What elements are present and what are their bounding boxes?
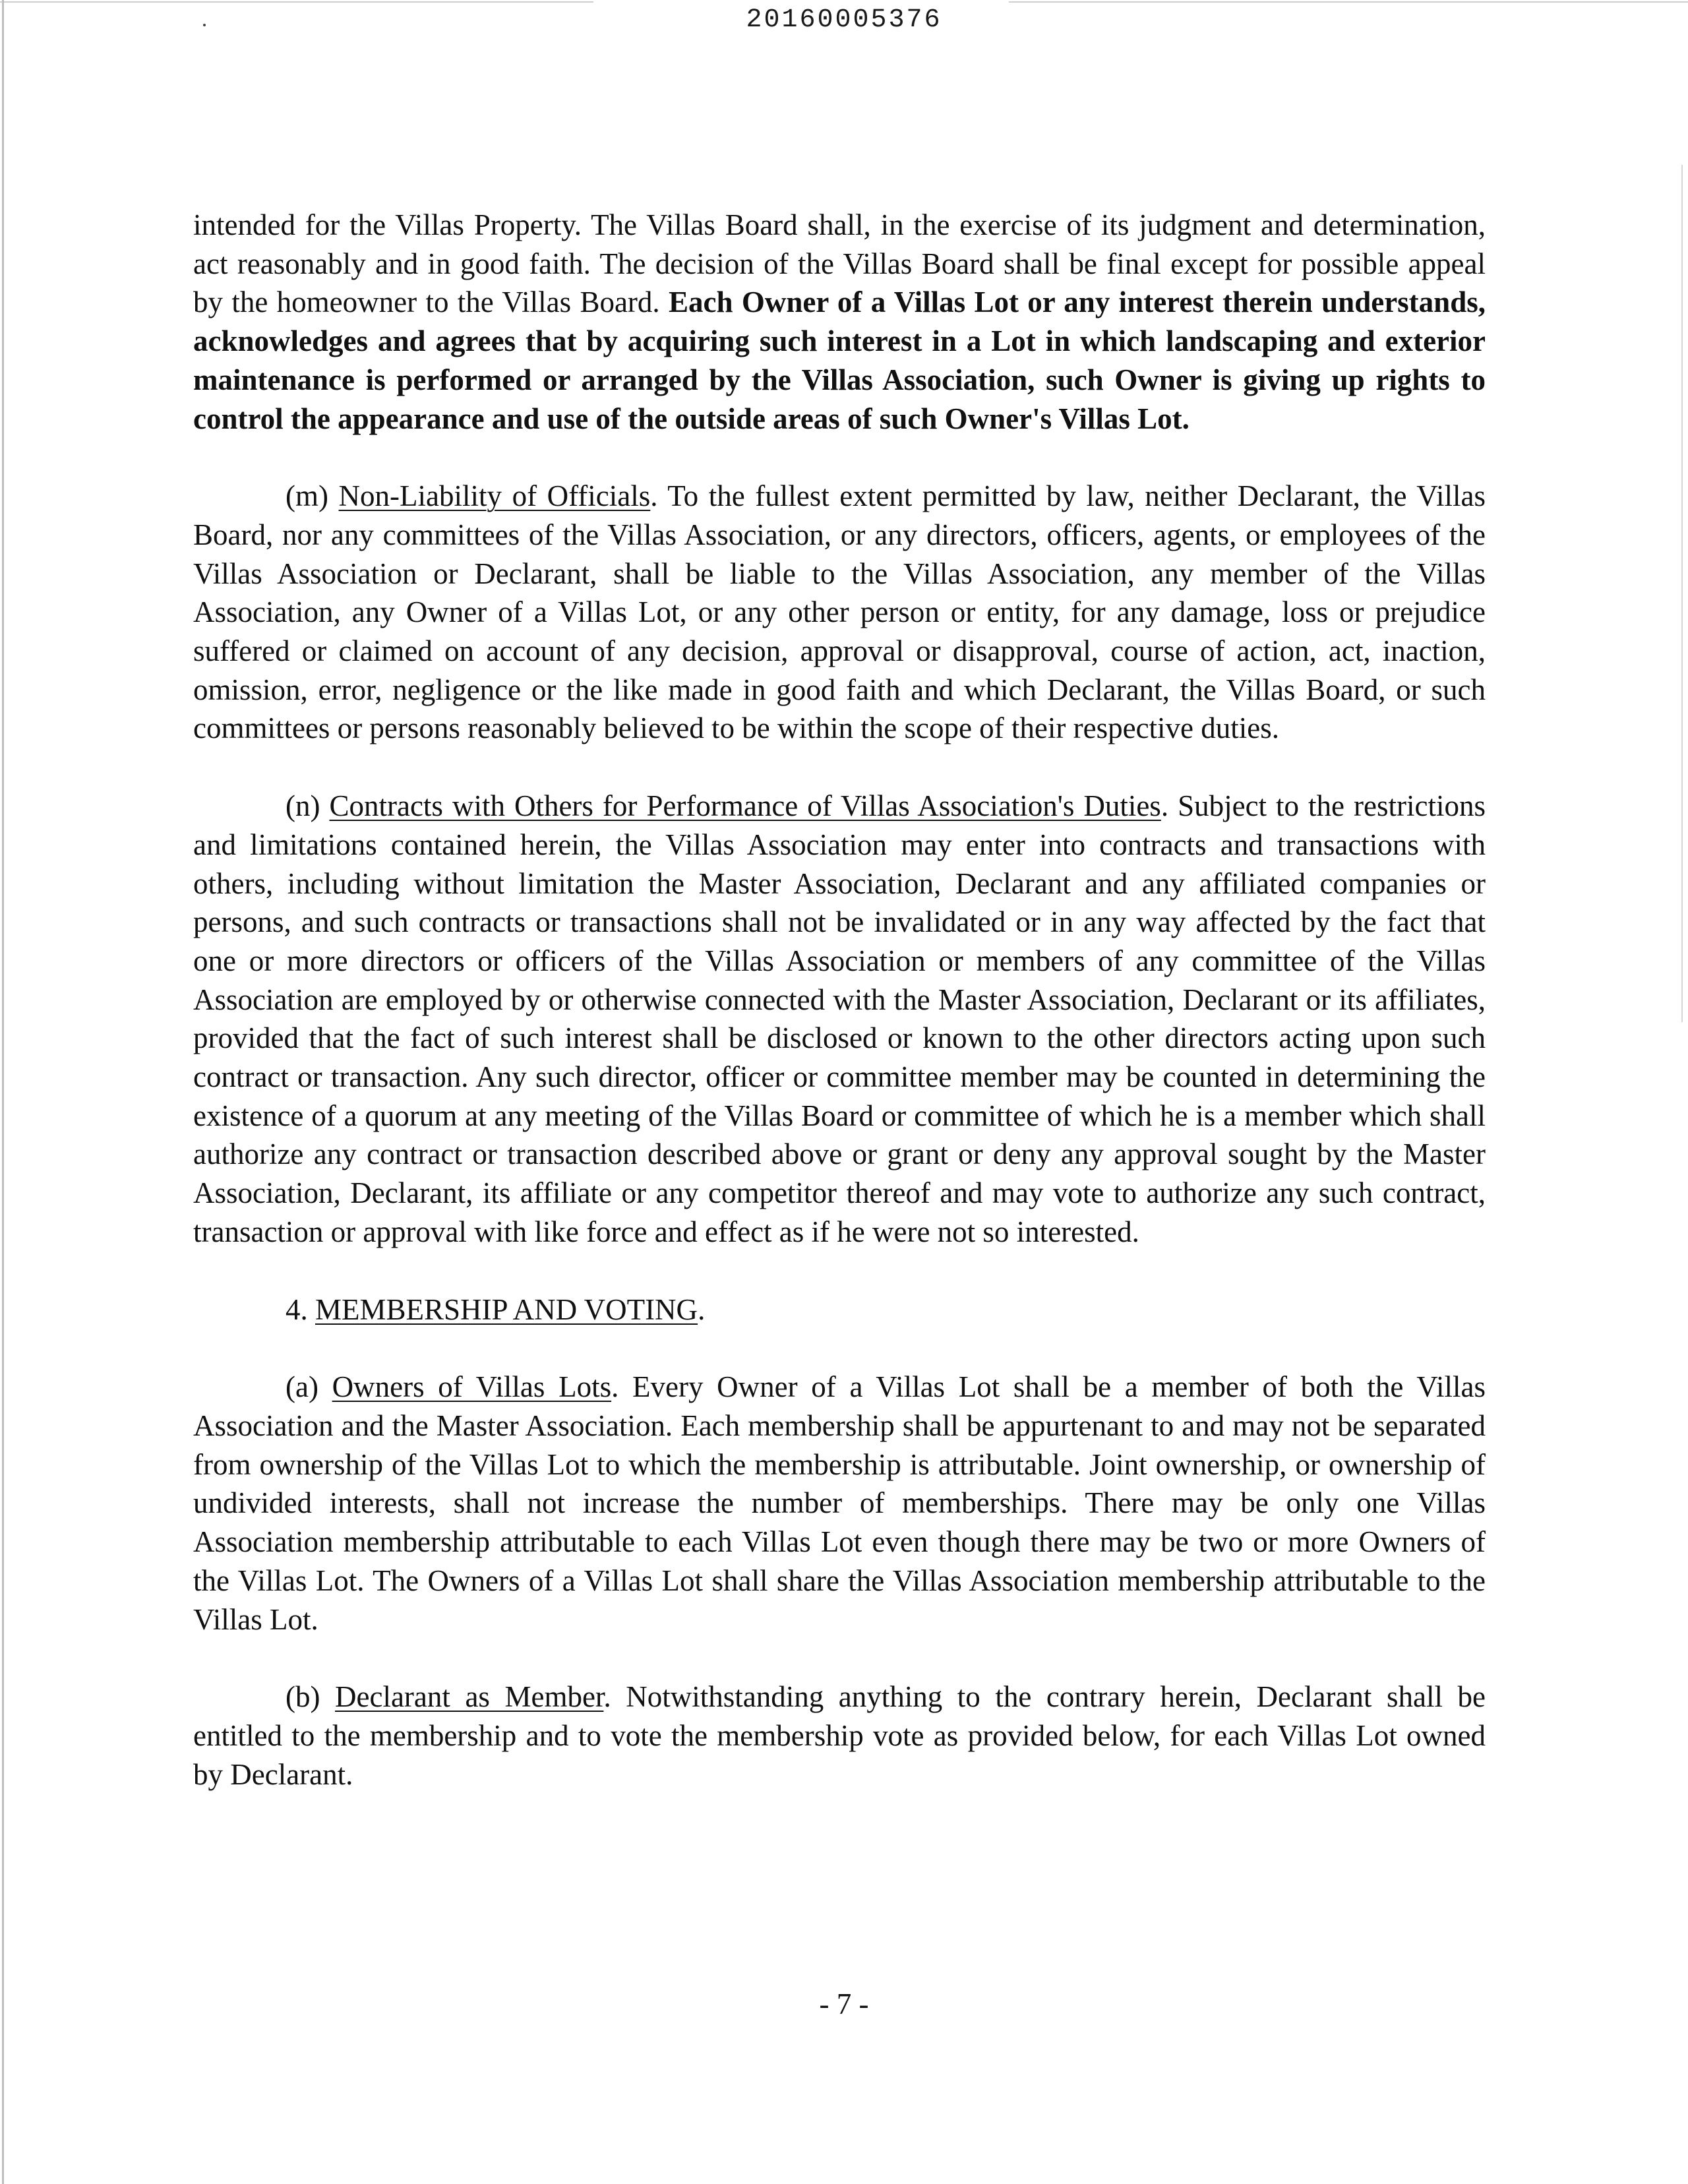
section-period: . [698, 1292, 706, 1326]
paragraph-a-label: (a) [286, 1370, 332, 1404]
paragraph-n-text: . Subject to the restrictions and limitations contained herein, the Villas Association may enter into contracts and transactions with others, including without limitation the Master Association, Declarant and any affiliated companies or persons, and such contracts or transactions shall not be invalidated or in any way affected by the fact that one or more directors or officers of the Villas Association or members of any committee of the Villas Association are employed by or otherwise connected with the Master Association, Declarant or its affiliates, provided that the fact of such interest shall be disclosed or known to the other directors acting upon such contract or transaction. Any such director, officer or committee member may be counted in determining the existence of a quorum at any meeting of the Villas Board or committee of which he is a member which shall authorize any contract or transaction described above or grant or deny any approval sought by the Master Association, Declarant, its affiliate or any competitor thereof and may vote to authorize any such contract, transaction or approval with like force and effect as if he were not so interested. [193, 789, 1486, 1248]
paragraph-b-label: (b) [286, 1680, 336, 1714]
paragraph-m-title: Non-Liability of Officials [338, 479, 651, 513]
document-number: 20160005376 [746, 5, 942, 35]
intro-text: intended for the Villas Property. The Villas Board shall, in the exercise of its judgment and determination, act reasonably and in good faith. The decision of the Villas Board shall be final except for possible appeal by the homeowner to the Villas Board. [193, 208, 1486, 319]
page-body [193, 206, 1486, 1833]
paragraph-b [193, 1678, 1486, 1794]
paragraph-m [193, 477, 1486, 748]
paragraph-intro [193, 206, 1486, 438]
scan-border-right [1681, 165, 1683, 1022]
section-number: 4. [286, 1292, 315, 1326]
intro-bold-text: Each Owner of a Villas Lot or any interest therein understands, acknowledges and agrees that by acquiring such interest in a Lot in which landscaping and exterior maintenance is performed or arranged by the Villas Association, such Owner is giving up rights to control the appearance and use of the outside areas of such Owner's Villas Lot. [193, 286, 1486, 435]
paragraph-a-text: . Every Owner of a Villas Lot shall be a member of both the Villas Association and the Master Association. Each membership shall be appurtenant to and may not be separated from ownership of the Villas Lot to which the membership is attributable. Joint ownership, or ownership of undivided interests, shall not increase the number of memberships. There may be only one Villas Association membership attributable to each Villas Lot even though there may be two or more Owners of the Villas Lot. The Owners of a Villas Lot shall share the Villas Association membership attributable to the Villas Lot. [193, 1370, 1486, 1636]
paragraph-n-title: Contracts with Others for Performance of Villas Association's Duties [329, 789, 1161, 823]
paragraph-a-title: Owners of Villas Lots [332, 1370, 612, 1404]
scan-border-left [2, 0, 4, 2184]
paragraph-b-title: Declarant as Member [335, 1680, 604, 1714]
paragraph-m-text: . To the fullest extent permitted by law, neither Declarant, the Villas Board, nor any committees of the Villas Association, or any directors, officers, agents, or employees of the Villas Association or Declarant, shall be liable to the Villas Association, any member of the Villas Association, any Owner of a Villas Lot, or any other person or entity, for any damage, loss or prejudice suffered or claimed on account of any decision, approval or disapproval, course of action, act, inaction, omission, error, negligence or the like made in good faith and which Declarant, the Villas Board, or such committees or persons reasonably believed to be within the scope of their respective duties. [193, 479, 1486, 745]
paragraph-b-text: . Notwithstanding anything to the contrary herein, Declarant shall be entitled to the membership and to vote the membership vote as provided below, for each Villas Lot owned by Declarant. [193, 1680, 1486, 1791]
section-title: MEMBERSHIP AND VOTING [315, 1292, 698, 1326]
page-number: - 7 - [819, 1987, 869, 2020]
paragraph-a [193, 1368, 1486, 1639]
paragraph-m-label: (m) [286, 479, 339, 513]
paragraph-n-label: (n) [286, 789, 330, 823]
section-heading-membership [193, 1290, 1486, 1329]
paragraph-n [193, 787, 1486, 1251]
